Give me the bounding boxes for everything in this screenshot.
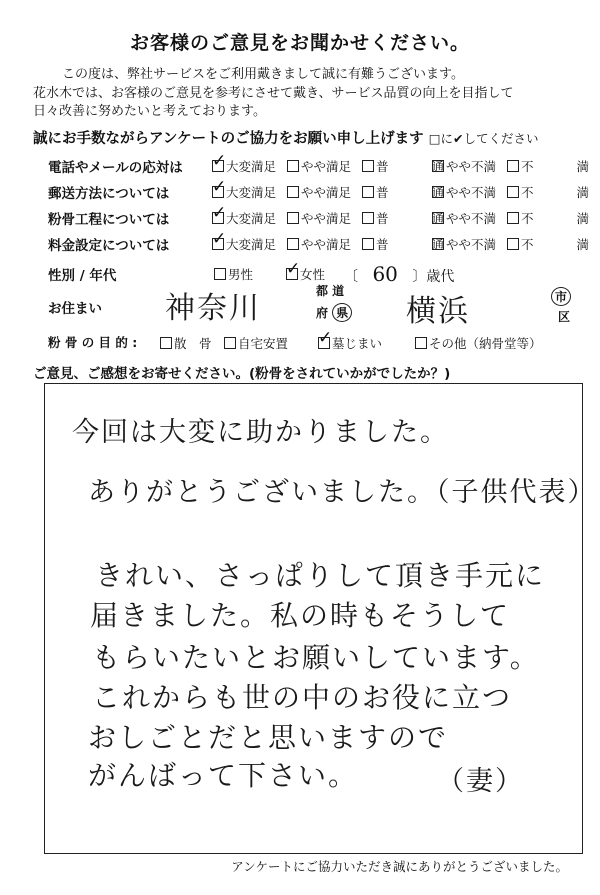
- city-handwritten: 横浜: [406, 294, 470, 329]
- age-bracket-close: 〕歳代: [412, 269, 455, 285]
- rating-option-label: 普 通: [376, 185, 451, 200]
- rating-option-dissatisfied[interactable]: [507, 235, 595, 253]
- intro-line-2: 花水木では、お客様のご意見を参考にさせて戴き、サービス品質の向上を目指して: [33, 86, 514, 101]
- check-mark-icon: ✓: [212, 229, 227, 249]
- comment-line-8: がんばって下さい。: [88, 759, 359, 792]
- rating-option-label: 不 満: [521, 159, 596, 174]
- page-title: お客様のご意見をお聞かせください。: [129, 32, 470, 54]
- rating-option-label: 普 通: [376, 211, 451, 226]
- question-label: 料金設定については: [48, 238, 170, 254]
- male-option[interactable]: [214, 265, 253, 283]
- rating-option-somewhat-satisfied[interactable]: [287, 157, 351, 175]
- rating-checkbox[interactable]: [432, 186, 444, 198]
- purpose-label: 粉 骨 の 目 的 :: [48, 335, 138, 350]
- purpose-checkbox[interactable]: [160, 337, 172, 349]
- rating-checkbox[interactable]: [362, 186, 374, 198]
- question-label: 電話やメールの応対は: [48, 160, 183, 176]
- comment-line-7: おしごとだと思いますので: [88, 721, 449, 754]
- purpose-checkbox[interactable]: [318, 328, 333, 349]
- rating-option-label: やや満足: [301, 185, 352, 200]
- rating-checkbox[interactable]: [432, 160, 444, 172]
- rating-checkbox[interactable]: [507, 186, 519, 198]
- rating-option-dissatisfied[interactable]: [507, 209, 595, 227]
- rating-option-label: 大変満足: [226, 211, 277, 226]
- purpose-option-grave-closing[interactable]: [318, 328, 383, 352]
- rating-option-label: 不 満: [521, 211, 596, 226]
- pref-suffix-row: [316, 303, 352, 322]
- comment-line-4: 届きました。私の時もそうして: [90, 599, 511, 632]
- rating-checkbox[interactable]: [362, 160, 374, 172]
- rating-option-somewhat-dissatisfied[interactable]: [432, 209, 496, 227]
- rating-option-somewhat-dissatisfied[interactable]: [432, 157, 496, 175]
- purpose-option-label: その他（納骨堂等）: [429, 336, 542, 351]
- check-mark-icon: ✓: [212, 151, 227, 171]
- comment-line-2: ありがとうございました。（子供代表）: [88, 477, 597, 508]
- rating-checkbox[interactable]: [287, 186, 299, 198]
- comment-line-1: 今回は大変に助かりました。: [72, 417, 449, 448]
- rating-option-very-satisfied[interactable]: [212, 151, 277, 175]
- rating-option-dissatisfied[interactable]: [507, 183, 595, 201]
- purpose-option-label: 墓じまい: [332, 336, 383, 351]
- rating-option-label: 大変満足: [226, 237, 277, 252]
- rating-checkbox[interactable]: [432, 212, 444, 224]
- address-label: お住まい: [48, 301, 102, 317]
- purpose-option-scatter[interactable]: [160, 334, 212, 352]
- rating-option-very-satisfied[interactable]: [212, 229, 277, 253]
- rating-checkbox[interactable]: [507, 212, 519, 224]
- rating-option-label: やや不満: [446, 159, 497, 174]
- rating-option-very-satisfied[interactable]: [212, 203, 277, 227]
- rating-option-label: 大変満足: [226, 159, 277, 174]
- comment-line-5: もらいたいとお願いしています。: [92, 641, 540, 674]
- rating-checkbox[interactable]: [212, 177, 227, 198]
- male-checkbox[interactable]: [214, 268, 226, 280]
- rating-option-label: 大変満足: [226, 185, 277, 200]
- purpose-option-label: 散 骨: [174, 336, 212, 351]
- pref-suffix-selected: 県: [332, 303, 352, 322]
- rating-checkbox[interactable]: [212, 229, 227, 250]
- rating-checkbox[interactable]: [507, 160, 519, 172]
- survey-lead-text: 誠にお手数ながらアンケートのご協力をお願い申し上げます: [33, 131, 424, 147]
- purpose-option-home-storage[interactable]: [224, 334, 288, 352]
- rating-checkbox[interactable]: [507, 238, 519, 250]
- rating-checkbox[interactable]: [212, 151, 227, 172]
- female-label: 女性: [300, 267, 326, 282]
- rating-checkbox[interactable]: [287, 212, 299, 224]
- female-option[interactable]: [286, 259, 326, 283]
- rating-option-label: 普 通: [376, 237, 451, 252]
- purpose-option-other[interactable]: [415, 334, 542, 352]
- rating-option-label: やや不満: [446, 211, 497, 226]
- age-value: 60: [372, 262, 398, 286]
- city-suffix-selected: [551, 287, 571, 306]
- intro-line-1: この度は、弊社サービスをご利用戴きまして誠に有難うございます。: [62, 67, 464, 82]
- female-checkbox[interactable]: [286, 259, 301, 280]
- comment-signature: （妻）: [437, 766, 524, 797]
- rating-option-somewhat-satisfied[interactable]: [287, 235, 351, 253]
- purpose-option-label: 自宅安置: [238, 336, 289, 351]
- rating-option-somewhat-dissatisfied[interactable]: [432, 183, 496, 201]
- rating-checkbox[interactable]: [212, 203, 227, 224]
- check-mark-icon: ✓: [212, 177, 227, 197]
- rating-option-dissatisfied[interactable]: [507, 157, 595, 175]
- comment-line-6: これからも世の中のお役に立つ: [92, 681, 513, 714]
- check-mark-icon: ✓: [212, 203, 227, 223]
- rating-option-somewhat-satisfied[interactable]: [287, 209, 351, 227]
- survey-lead: [33, 127, 539, 148]
- question-label: 粉骨工程については: [48, 212, 170, 228]
- rating-option-label: 不 満: [521, 185, 596, 200]
- footer-thanks: アンケートにご協力いただき誠にありがとうございました。: [231, 859, 568, 874]
- comment-line-3: きれい、さっぱりして頂き手元に: [95, 559, 546, 592]
- prefecture-handwritten: 神奈川: [165, 291, 261, 326]
- intro-line-3: 日々改善に努めたいと考えております。: [33, 104, 266, 119]
- rating-checkbox[interactable]: [362, 238, 374, 250]
- rating-option-label: やや不満: [446, 185, 497, 200]
- survey-lead-hint: □に✔してください: [428, 131, 539, 146]
- rating-checkbox[interactable]: [432, 238, 444, 250]
- rating-option-label: やや不満: [446, 237, 497, 252]
- male-label: 男性: [228, 267, 254, 282]
- rating-checkbox[interactable]: [362, 212, 374, 224]
- gender-age-label: 性別 / 年代: [48, 268, 117, 284]
- age-field[interactable]: [344, 262, 454, 286]
- rating-option-label: やや満足: [301, 237, 352, 252]
- city-suffix-circle: 市: [551, 287, 571, 306]
- comment-prompt: ご意見、ご感想をお寄せください。(粉骨をされていかがでしたか？): [33, 366, 451, 382]
- ward-suffix: 区: [558, 310, 571, 324]
- rating-option-somewhat-satisfied[interactable]: [287, 183, 351, 201]
- rating-checkbox[interactable]: [287, 160, 299, 172]
- check-mark-icon: ✓: [286, 259, 301, 279]
- purpose-checkbox[interactable]: [415, 337, 427, 349]
- rating-option-label: 普 通: [376, 159, 451, 174]
- rating-option-very-satisfied[interactable]: [212, 177, 277, 201]
- rating-option-label: やや満足: [301, 159, 352, 174]
- purpose-checkbox[interactable]: [224, 337, 236, 349]
- question-label: 郵送方法については: [48, 186, 170, 202]
- age-bracket-open: 〔: [344, 269, 358, 285]
- rating-option-somewhat-dissatisfied[interactable]: [432, 235, 496, 253]
- pref-suffix-fu: 府: [316, 306, 329, 320]
- rating-checkbox[interactable]: [287, 238, 299, 250]
- rating-option-label: やや満足: [301, 211, 352, 226]
- pref-suffix-top: 都 道: [316, 284, 345, 298]
- check-mark-icon: ✓: [318, 328, 333, 348]
- rating-option-label: 不 満: [521, 237, 596, 252]
